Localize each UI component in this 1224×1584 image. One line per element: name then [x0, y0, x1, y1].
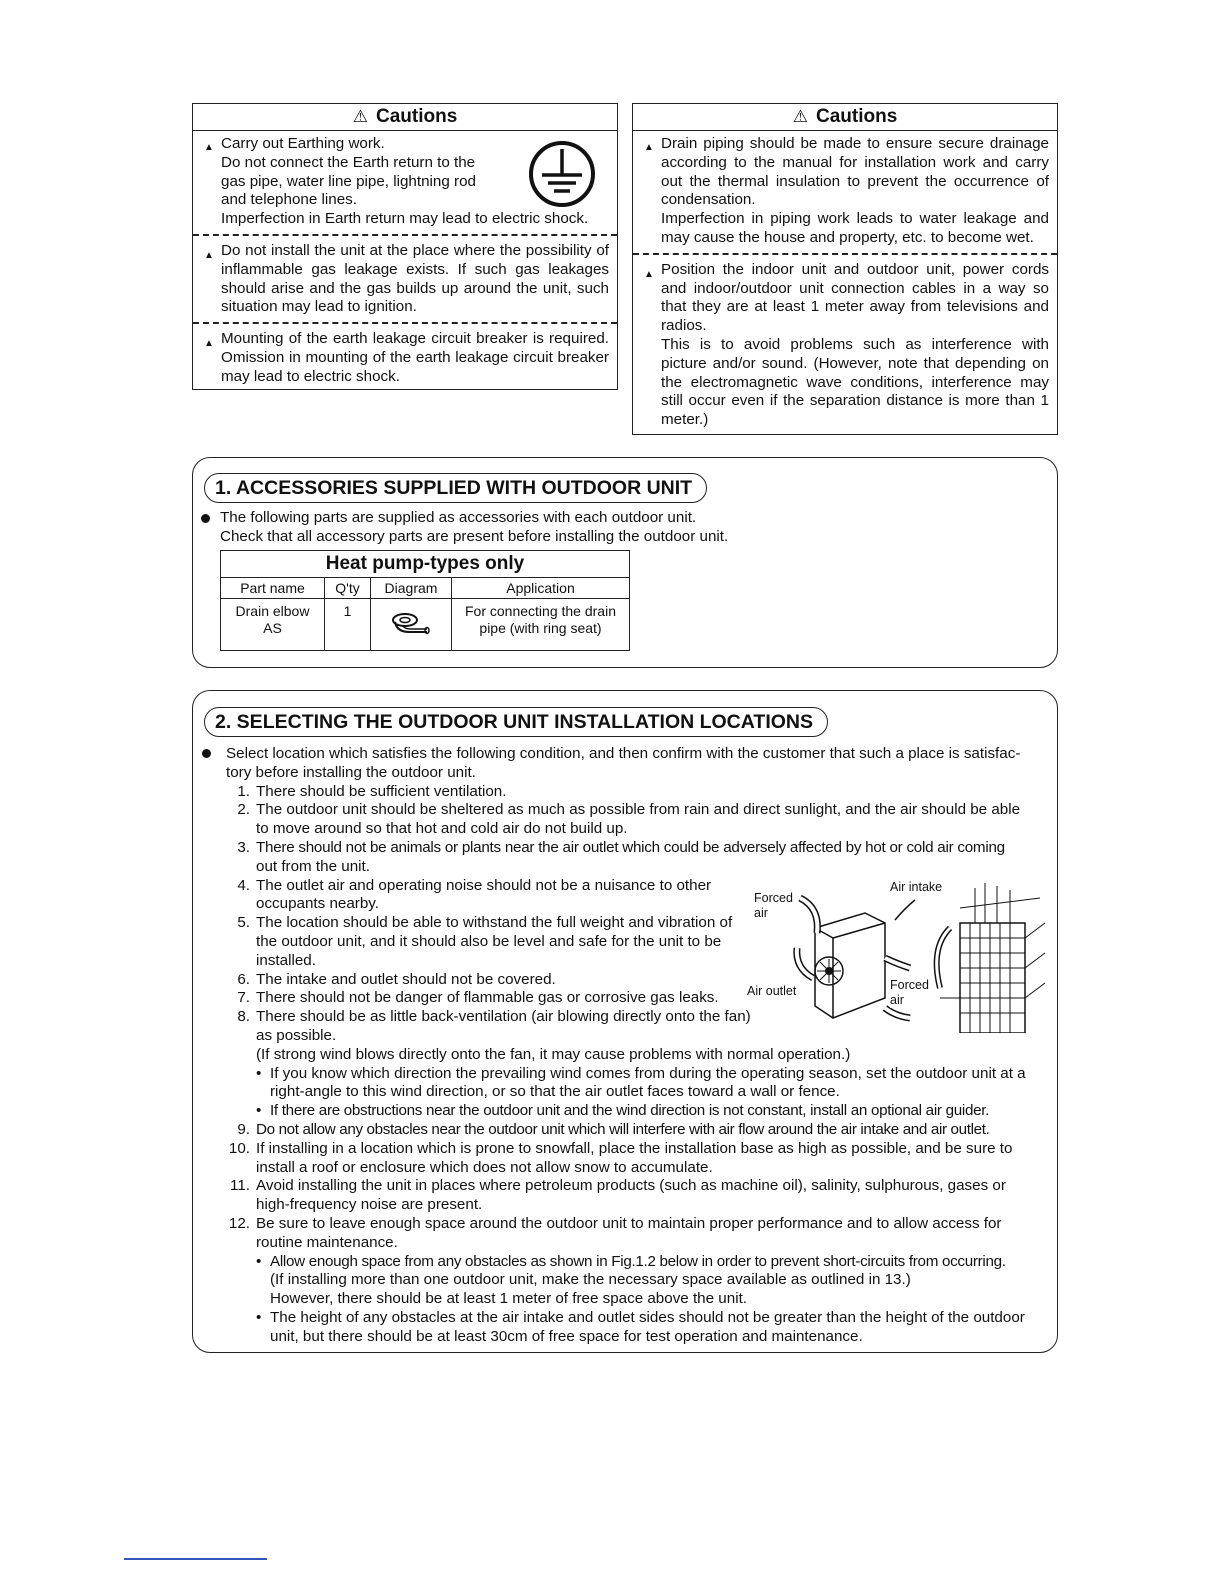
caution-item-tv-distance: ▲ Position the indoor unit and outdoor unit, power cords and indoor/outdoor unit connection cables in a way so that they are at least 1 meter away from televisions and radios. This is to avoid problems such as interference with picture and/or sound. (However, note that depending on the electromagnetic wave conditions, interference may still occur even if the separation distance is more than 1 meter.): [644, 260, 1049, 429]
list-subitem: • If there are obstructions near the outdoor unit and the wind direction is not constant, install an optional air guider.: [256, 1102, 990, 1120]
cell-diagram: [371, 599, 452, 651]
list-subitem: • Allow enough space from any obstacles as shown in Fig.1.2 below in order to prevent short-circuits from occurring. (If installing more than one outdoor unit, make the necessary space available as outlined in 13.) However, there should be at least 1 meter of free space above the unit.: [256, 1252, 1006, 1308]
section2-intro: Select location which satisfies the following condition, and then confirm with the customer that such a place is satisfac-: [226, 745, 1021, 762]
cell-qty: 1: [325, 599, 371, 651]
caution-item-circuit-breaker: ▲ Mounting of the earth leakage circuit breaker is required. Omission in mounting of the earth leakage circuit breaker may lead to electric shock.: [204, 330, 609, 385]
caution-item-earthing: ▲ Carry out Earthing work. Do not connect the Earth return to the gas pipe, water line pipe, lightning rod and telephone lines. Imperfection in Earth return may lead to electric shock.: [193, 131, 617, 233]
list-item: 7. There should not be danger of flammable gas or corrosive gas leaks.: [237, 989, 719, 1007]
cautions-box-right: [632, 103, 1058, 435]
warning-triangle-icon: ⚠: [792, 107, 808, 126]
drain-elbow-icon: [389, 608, 433, 638]
label-forced-air: Forced air: [754, 891, 793, 920]
table-row: [221, 599, 630, 651]
list-item: 5. The location should be able to withstand the full weight and vibration of the outdoor unit, and it should also be level and safe for the unit to be installed.: [237, 914, 733, 969]
list-item: 4. The outlet air and operating noise should not be a nuisance to other occupants nearby.: [237, 876, 712, 913]
list-item: 11. Avoid installing the unit in places where petroleum products (such as machine oil), salinity, sulphurous, gases or high-frequency noise are present.: [230, 1177, 1006, 1214]
dashed-separator: [193, 322, 617, 324]
cautions-title-right: ⚠ Cautions: [633, 104, 1057, 131]
section1-title: 1. ACCESSORIES SUPPLIED WITH OUTDOOR UNIT: [204, 473, 707, 503]
list-item: 1. There should be sufficient ventilation.: [237, 782, 507, 800]
col-diagram: Diagram: [371, 578, 452, 599]
bullet-triangle-icon: ▲: [204, 142, 214, 153]
list-item: 9. Do not allow any obstacles near the outdoor unit which will interfere with air flow around the air intake and air outlet.: [237, 1120, 990, 1138]
bullet-triangle-icon: ▲: [204, 249, 214, 261]
label-forced-air-2: Forced air: [890, 978, 929, 1007]
bullet-triangle-icon: ▲: [644, 142, 654, 153]
section2-intro-cont: tory before installing the outdoor unit.: [226, 763, 476, 781]
list-item: 2. The outdoor unit should be sheltered as much as possible from rain and direct sunlight, and the air should be able to move around so that hot and cold air do not build up.: [237, 801, 1021, 838]
bullet-dot: [202, 749, 211, 758]
outdoor-unit-figure: [745, 878, 1050, 1033]
cell-application: For connecting the drain pipe (with ring seat): [452, 599, 630, 651]
section1-intro-2: Check that all accessory parts are present before installing the outdoor unit.: [220, 528, 729, 545]
caution-item-gas-leakage: ▲ Do not install the unit at the place where the possibility of inflammable gas leakage exists. If such gas leakages should arise and the gas builds up around the unit, such situation may lead to ignition.: [204, 241, 609, 316]
warning-triangle-icon: ⚠: [352, 107, 368, 126]
section1-intro-1: The following parts are supplied as accessories with each outdoor unit.: [220, 509, 697, 526]
list-item: 12. Be sure to leave enough space around the outdoor unit to maintain proper performance and to allow access for routine maintenance.: [228, 1214, 1002, 1251]
list-subitem: • The height of any obstacles at the air intake and outlet sides should not be greater than the height of the outdoor unit, but there should be at least 30cm of free space for test operation and maintenance.: [256, 1308, 1025, 1345]
bullet-dot: [201, 514, 210, 523]
list-item: 3. There should not be animals or plants near the air outlet which could be adversely affected by hot or cold air coming out from the unit.: [237, 838, 1005, 875]
col-part-name: Part name: [221, 578, 325, 599]
bullet-triangle-icon: ▲: [644, 268, 654, 280]
cautions-box-left: [192, 103, 618, 390]
label-air-intake: Air intake: [890, 880, 943, 894]
dashed-separator: [633, 253, 1057, 255]
col-qty: Q'ty: [325, 578, 371, 599]
list-item: 10. If installing in a location which is prone to snowfall, place the installation base as high as possible, and be sure to install a roof or enclosure which does not allow snow to accumulate.: [228, 1139, 1013, 1176]
earth-ground-icon: [527, 139, 597, 209]
table-header: Heat pump-types only: [221, 551, 630, 578]
accessories-table: [220, 550, 630, 651]
dashed-separator: [193, 234, 617, 236]
caution-item-drain-piping: ▲ Drain piping should be made to ensure secure drainage according to the manual for installation work and carry out the thermal insulation to prevent the occurrence of condensation. Imperfection in piping work leads to water leakage and may cause the house and property, etc. to become wet.: [644, 135, 1049, 246]
page-footer-link-line: [124, 1558, 267, 1560]
cautions-title-left: ⚠ Cautions: [193, 104, 617, 131]
list-item: 6. The intake and outlet should not be covered.: [237, 970, 556, 988]
list-subitem: • If you know which direction the prevailing wind comes from during the operating season, set the outdoor unit at a right-angle to this wind direction, or so that the air outlet faces toward a wall or fence.: [256, 1064, 1026, 1101]
col-application: Application: [452, 578, 630, 599]
location-conditions-list: [226, 745, 1038, 1347]
list-item: 8. There should be as little back-ventilation (air blowing directly onto the fan) as possible. (If strong wind blows directly onto the fan, it may cause problems with normal operation.): [237, 1008, 851, 1063]
bullet-triangle-icon: ▲: [204, 338, 214, 350]
section2-title: 2. SELECTING THE OUTDOOR UNIT INSTALLATION LOCATIONS: [204, 707, 828, 737]
label-air-outlet: Air outlet: [747, 984, 797, 998]
cell-part: Drain elbow AS: [221, 599, 325, 651]
